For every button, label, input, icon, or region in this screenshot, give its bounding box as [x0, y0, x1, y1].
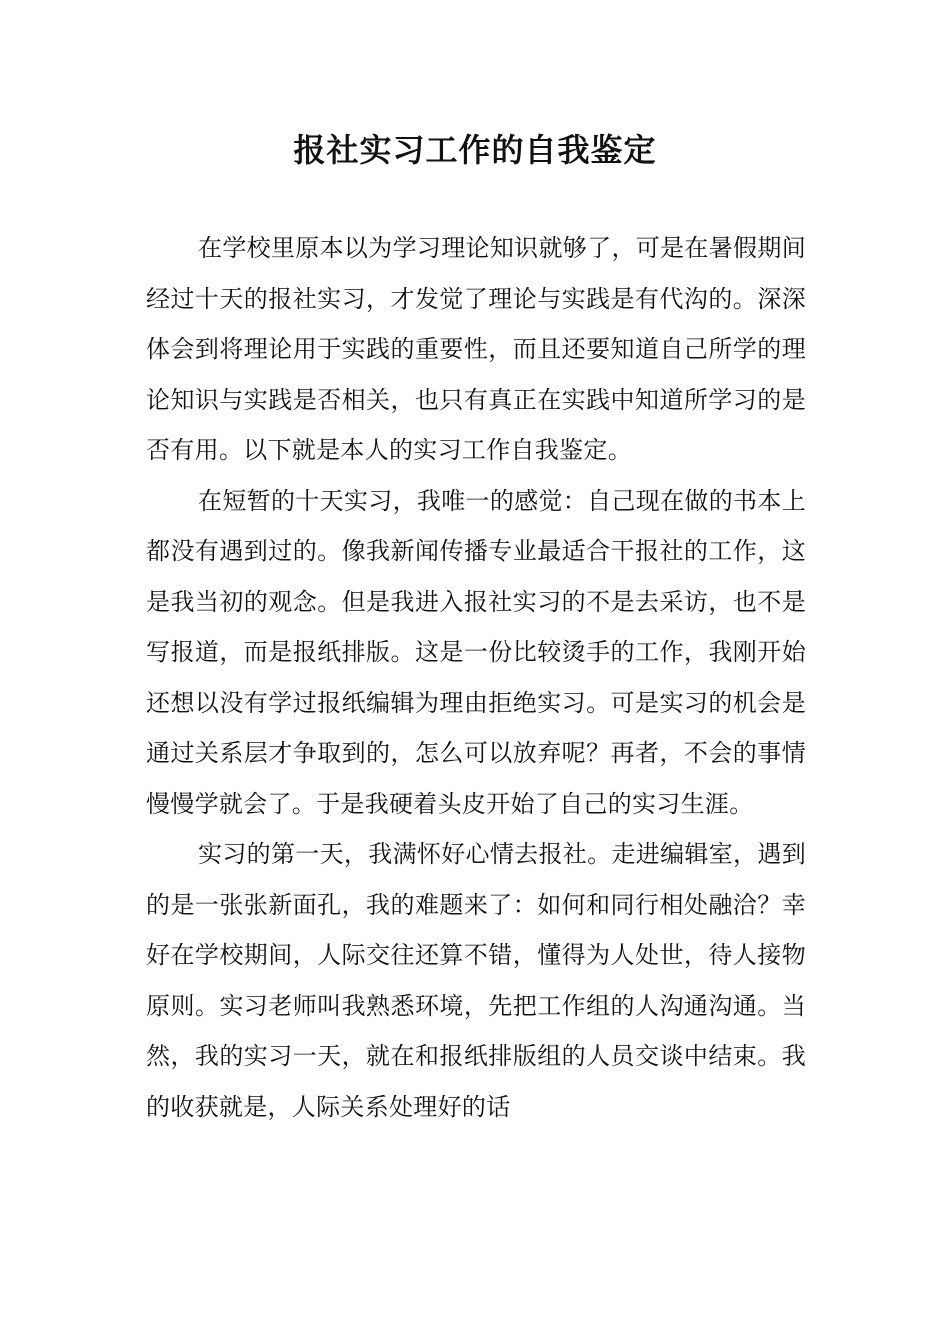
paragraph-2: 在短暂的十天实习，我唯一的感觉：自己现在做的书本上都没有遇到过的。像我新闻传播专业最适合干报社的工作，这是我当初的观念。但是我进入报社实习的不是去采访，也不是写报道，而是报纸排版。这是一份比较烫手的工作，我刚开始还想以没有学过报纸编辑为理由拒绝实习。可是实习的机会是通过关系层才争取到的，怎么可以放弃呢？再者，不会的事情慢慢学就会了。于是我硬着头皮开始了自己的实习生涯。: [146, 486, 806, 818]
document-title: 报社实习工作的自我鉴定: [293, 131, 657, 169]
paragraph-1: 在学校里原本以为学习理论知识就够了，可是在暑假期间经过十天的报社实习，才发觉了理论与实践是有代沟的。深深体会到将理论用于实践的重要性，而且还要知道自己所学的理论知识与实践是否相关，也只有真正在实践中知道所学习的是否有用。以下就是本人的实习工作自我鉴定。: [146, 234, 806, 464]
document-body: [146, 223, 806, 1132]
paragraph-3: 实习的第一天，我满怀好心情去报社。走进编辑室，遇到的是一张张新面孔，我的难题来了：如何和同行相处融洽？幸好在学校期间，人际交往还算不错，懂得为人处世，待人接物原则。实习老师叫我熟悉环境，先把工作组的人沟通沟通。当然，我的实习一天，就在和报纸排版组的人员交谈中结束。我的收获就是，人际关系处理好的话: [146, 840, 806, 1121]
